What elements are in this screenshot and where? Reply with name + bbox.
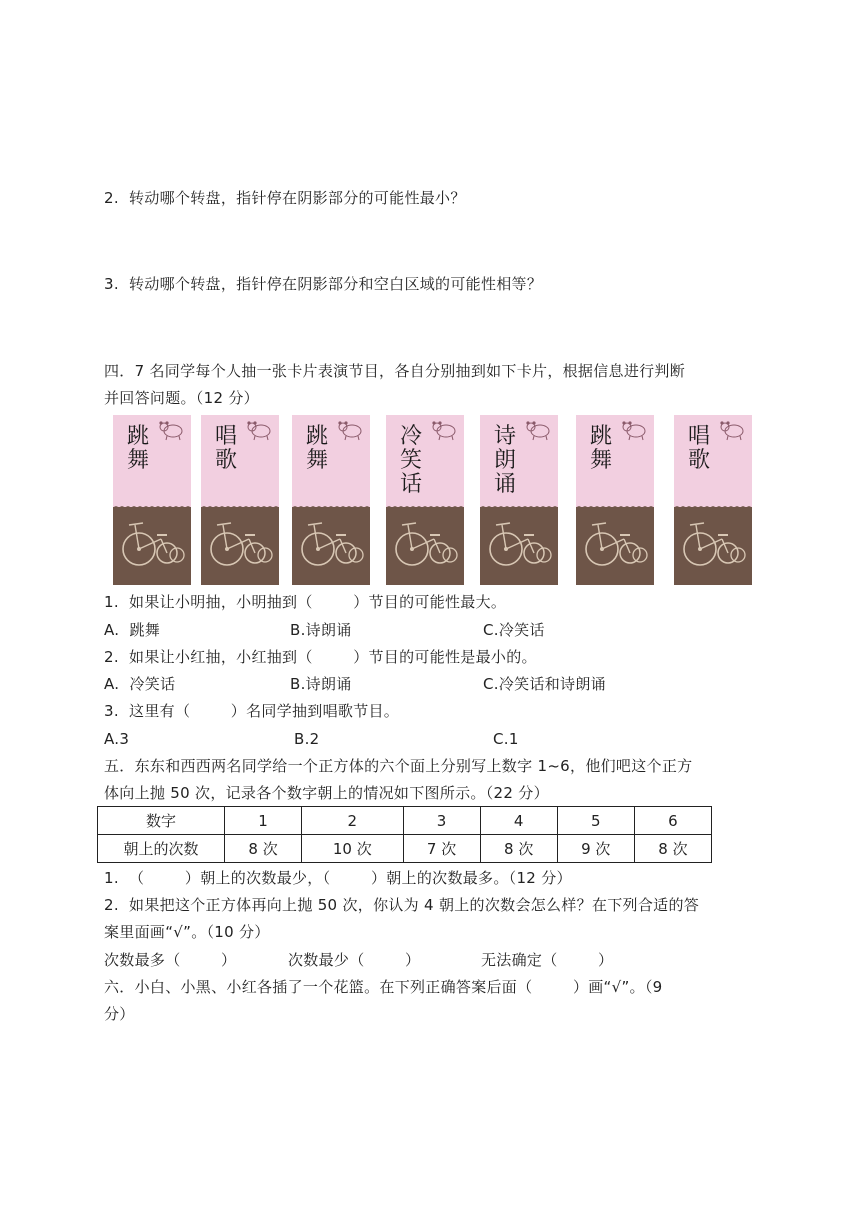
program-card (292, 415, 370, 585)
card-label: 跳舞 (306, 424, 329, 473)
section5-question-2-line1: 2. 如果把这个正方体再向上抛 50 次，你认为 4 朝上的次数会怎么样？在下列合适的答 (104, 896, 700, 914)
question-3-3: 3. 转动哪个转盘，指针停在阴影部分和空白区域的可能性相等？ (104, 275, 543, 293)
section4-question-3: 3. 这里有（ ）名同学抽到唱歌节目。 (104, 702, 400, 720)
teddy-bear-icon (153, 419, 187, 441)
card-label: 跳舞 (590, 424, 613, 473)
program-card (576, 415, 654, 585)
tricycle-icon (488, 515, 552, 569)
teddy-bear-icon (616, 419, 650, 441)
section6-title-line1: 六．小白、小黑、小红各插了一个花篮。在下列正确答案后面（ ）画“√”。（9 (104, 978, 663, 996)
option-c: C.1 (493, 730, 519, 748)
tricycle-icon (209, 515, 273, 569)
section5-question-1: 1. （ ）朝上的次数最少，（ ）朝上的次数最多。（12 分） (104, 869, 572, 887)
section4-question-2: 2. 如果让小红抽，小红抽到（ ）节目的可能性是最小的。 (104, 648, 537, 666)
program-card (674, 415, 752, 585)
table-cell: 2 (302, 807, 403, 835)
teddy-bear-icon (426, 419, 460, 441)
tricycle-icon (300, 515, 364, 569)
section4-title-line1: 四．7 名同学每个人抽一张卡片表演节目，各自分别抽到如下卡片，根据信息进行判断 (104, 362, 686, 380)
program-cards (111, 415, 756, 586)
option-c: C.冷笑话 (483, 621, 545, 639)
table-cell: 6 (634, 807, 711, 835)
section6-title-line2: 分） (104, 1005, 135, 1023)
tricycle-icon (394, 515, 458, 569)
tricycle-icon (584, 515, 648, 569)
answer-option-uncertain: 无法确定（ ） (481, 951, 614, 969)
teddy-bear-icon (332, 419, 366, 441)
tricycle-icon (682, 515, 746, 569)
table-cell: 5 (557, 807, 634, 835)
option-a: A. 冷笑话 (104, 675, 176, 693)
teddy-bear-icon (241, 419, 275, 441)
table-cell: 7 次 (403, 835, 480, 863)
table-cell: 数字 (98, 807, 225, 835)
table-cell: 8 次 (225, 835, 302, 863)
option-b: B.2 (294, 730, 320, 748)
answer-option-most: 次数最多（ ） (104, 951, 237, 969)
card-label: 跳舞 (127, 424, 150, 473)
answer-option-least: 次数最少（ ） (288, 951, 421, 969)
program-card (113, 415, 191, 585)
table-cell: 1 (225, 807, 302, 835)
option-a: A.3 (104, 730, 130, 748)
section4-question-1: 1. 如果让小明抽，小明抽到（ ）节目的可能性最大。 (104, 593, 507, 611)
teddy-bear-icon (520, 419, 554, 441)
tricycle-icon (121, 515, 185, 569)
table-cell: 8 次 (480, 835, 557, 863)
section5-title-line2: 体向上抛 50 次，记录各个数字朝上的情况如下图所示。（22 分） (104, 784, 549, 802)
program-card (386, 415, 464, 585)
program-card (201, 415, 279, 585)
teddy-bear-icon (714, 419, 748, 441)
card-label: 冷笑话 (400, 424, 423, 497)
table-header-row (98, 807, 712, 835)
question-3-2: 2. 转动哪个转盘，指针停在阴影部分的可能性最小？ (104, 189, 466, 207)
table-cell: 8 次 (634, 835, 711, 863)
option-a: A. 跳舞 (104, 621, 161, 639)
section5-title-line1: 五．东东和西西两名同学给一个正方体的六个面上分别写上数字 1~6，他们吧这个正方 (104, 757, 693, 775)
program-card (480, 415, 558, 585)
table-cell: 10 次 (302, 835, 403, 863)
table-cell: 3 (403, 807, 480, 835)
section5-question-2-line2: 案里面画“√”。（10 分） (104, 923, 270, 941)
card-label: 诗朗诵 (494, 424, 517, 497)
section4-title-line2: 并回答问题。（12 分） (104, 389, 259, 407)
dice-results-table (97, 806, 712, 863)
table-cell: 4 (480, 807, 557, 835)
card-label: 唱歌 (215, 424, 238, 473)
table-cell: 9 次 (557, 835, 634, 863)
table-cell: 朝上的次数 (98, 835, 225, 863)
table-row (98, 835, 712, 863)
option-b: B.诗朗诵 (290, 675, 352, 693)
option-b: B.诗朗诵 (290, 621, 352, 639)
option-c: C.冷笑话和诗朗诵 (483, 675, 606, 693)
card-label: 唱歌 (688, 424, 711, 473)
